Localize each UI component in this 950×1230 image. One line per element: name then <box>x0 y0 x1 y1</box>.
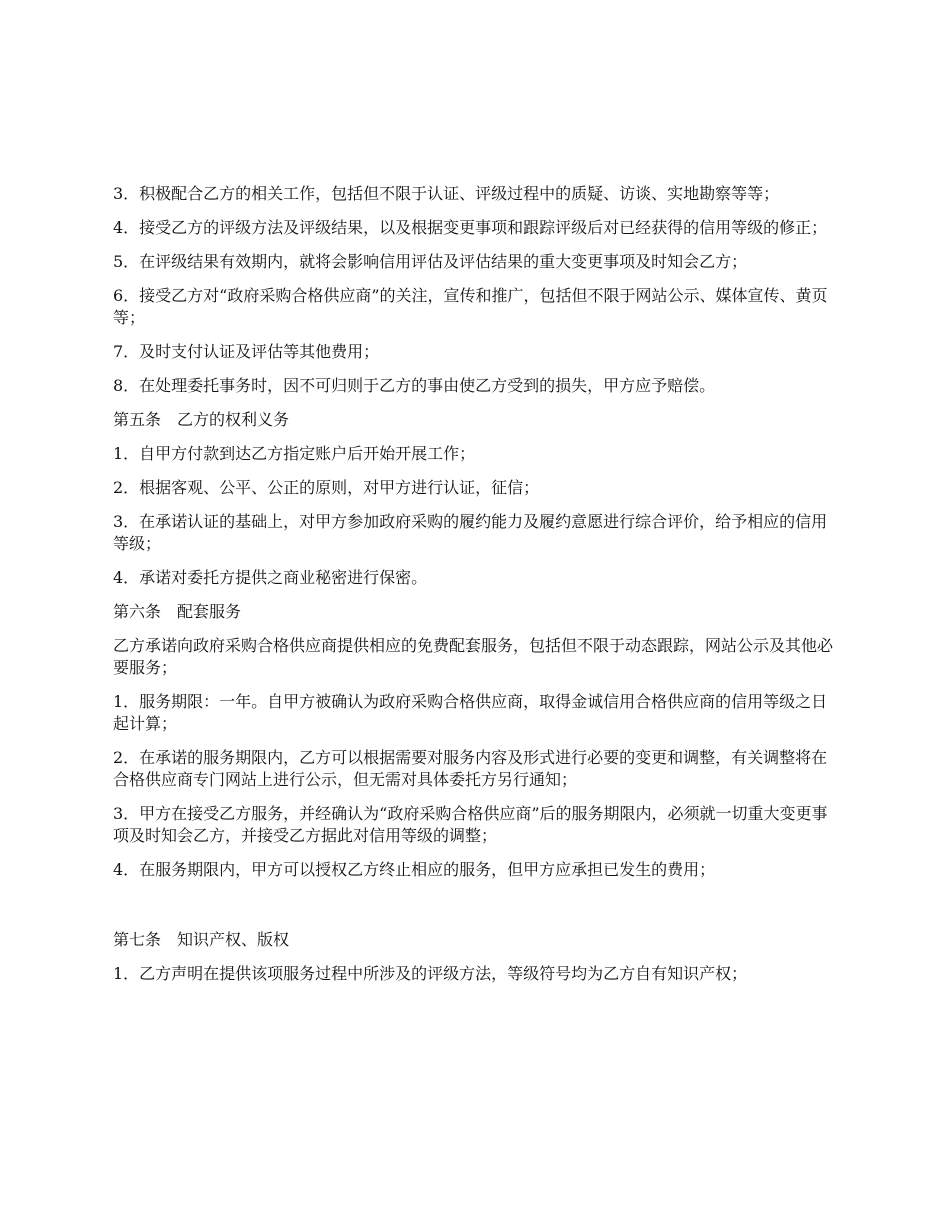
s6-item-3: 3．甲方在接受乙方服务，并经确认为“政府采购合格供应商”后的服务期限内，必须就一切重大变更事项及时知会乙方，并接受乙方据此对信用等级的调整； <box>113 804 828 845</box>
s4-item-8: 8．在处理委托事务时，因不可归则于乙方的事由使乙方受到的损失，甲方应予赔偿。 <box>113 376 716 395</box>
s6-intro: 乙方承诺向政府采购合格供应商提供相应的免费配套服务，包括但不限于动态跟踪，网站公示及其他必要服务； <box>113 636 834 677</box>
s5-item-2: 2．根据客观、公平、公正的原则，对甲方进行认证，征信； <box>113 478 540 497</box>
s5-item-1: 1．自甲方付款到达乙方指定账户后开始开展工作； <box>113 444 476 463</box>
section7-heading: 第七条 知识产权、版权 <box>113 930 290 949</box>
spacer <box>113 893 843 929</box>
s4-item-6: 6．接受乙方对“政府采购合格供应商”的关注，宣传和推广，包括但不限于网站公示、媒体宣传、黄页等； <box>113 286 828 327</box>
s4-item-7: 7．及时支付认证及评估等其他费用； <box>113 342 380 361</box>
s5-item-3: 3．在承诺认证的基础上，对甲方参加政府采购的履约能力及履约意愿进行综合评价，给予相应的信用等级； <box>113 512 828 553</box>
document-page <box>113 183 843 997</box>
s4-item-4: 4．接受乙方的评级方法及评级结果，以及根据变更事项和跟踪评级后对已经获得的信用等级的修正； <box>113 218 828 237</box>
s7-item-1: 1．乙方声明在提供该项服务过程中所涉及的评级方法，等级符号均为乙方自有知识产权； <box>113 964 748 983</box>
s4-item-5: 5．在评级结果有效期内，就将会影响信用评估及评估结果的重大变更事项及时知会乙方； <box>113 252 748 271</box>
section6-heading: 第六条 配套服务 <box>113 602 242 621</box>
section5-heading: 第五条 乙方的权利义务 <box>113 410 290 429</box>
s4-item-3: 3．积极配合乙方的相关工作，包括但不限于认证、评级过程中的质疑、访谈、实地勘察等等； <box>113 184 780 203</box>
s6-item-1: 1．服务期限：一年。自甲方被确认为政府采购合格供应商，取得金诚信用合格供应商的信用等级之日起计算； <box>113 692 828 733</box>
s6-item-4: 4．在服务期限内，甲方可以授权乙方终止相应的服务，但甲方应承担已发生的费用； <box>113 860 716 879</box>
s5-item-4: 4．承诺对委托方提供之商业秘密进行保密。 <box>113 568 428 587</box>
s6-item-2: 2．在承诺的服务期限内，乙方可以根据需要对服务内容及形式进行必要的变更和调整，有关调整将在合格供应商专门网站上进行公示，但无需对具体委托方另行通知； <box>113 748 828 789</box>
